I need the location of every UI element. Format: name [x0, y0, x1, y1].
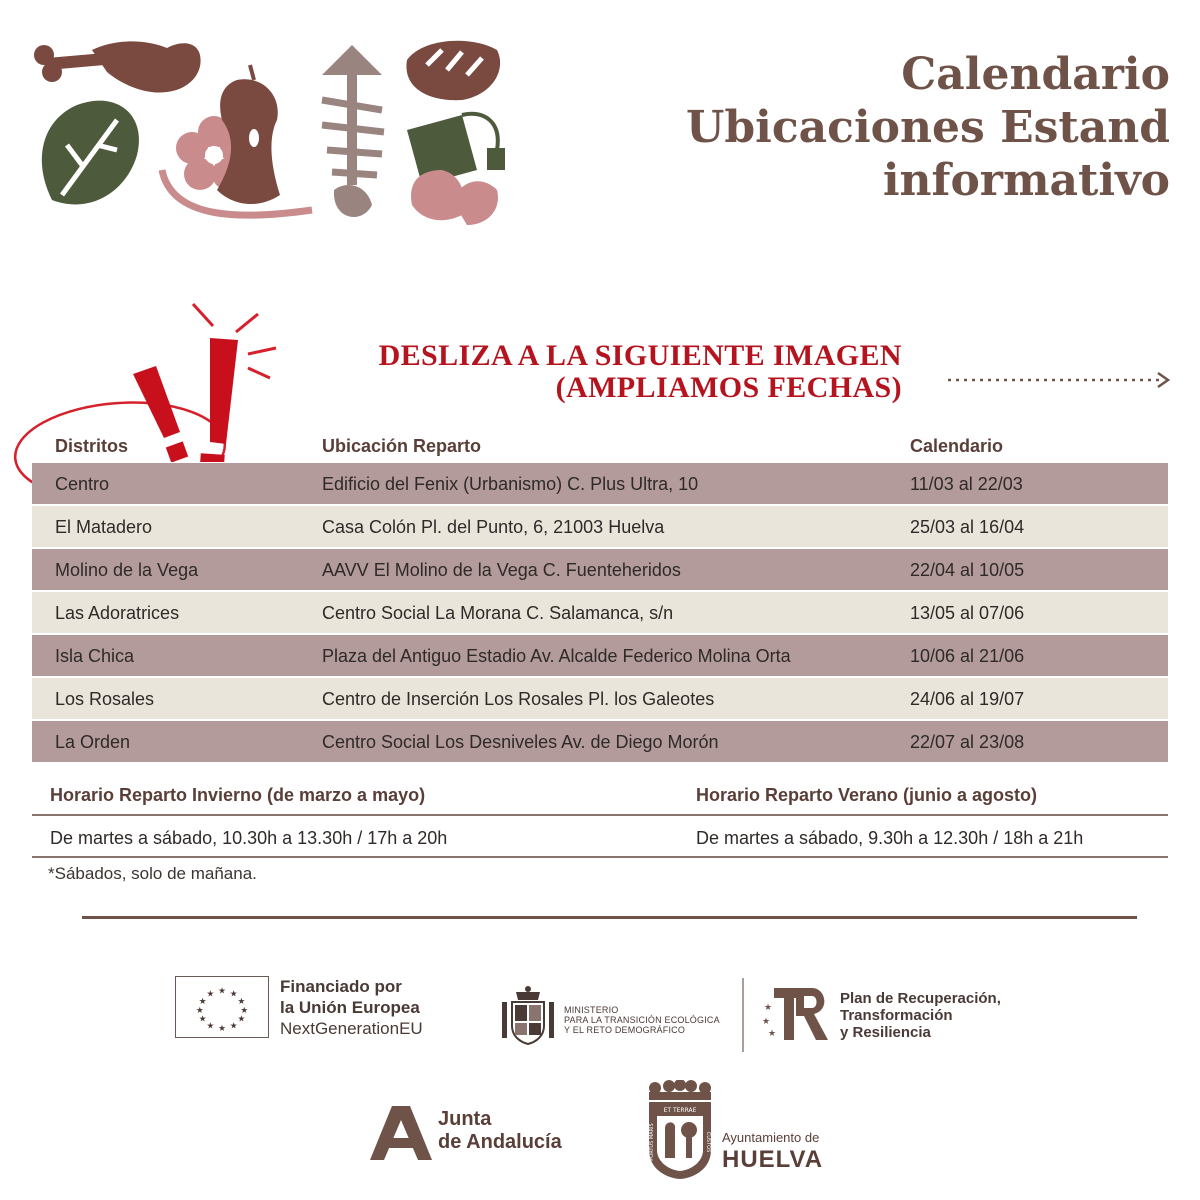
- cell-calendario: 10/06 al 21/06: [910, 646, 1025, 666]
- table-row: [32, 677, 1168, 720]
- schedule-section: [32, 782, 1168, 858]
- ministerio-text: [564, 1005, 720, 1035]
- spain-coat-of-arms-icon: [500, 984, 556, 1046]
- eu-funding-text: [280, 976, 423, 1039]
- food-waste-illustration-icon: [22, 20, 512, 230]
- prtr-line: Transformación: [840, 1007, 953, 1024]
- cell-distrito: Centro: [55, 474, 110, 494]
- ministerio-line: MINISTERIO: [564, 1005, 619, 1015]
- crest-text: ET TERRAE: [663, 1107, 697, 1114]
- cell-distrito: Isla Chica: [55, 646, 135, 666]
- footnote: *Sábados, solo de mañana.: [48, 864, 257, 883]
- summer-hours: De martes a sábado, 9.30h a 12.30h / 18h a 21h: [696, 828, 1084, 848]
- table-row: [32, 591, 1168, 634]
- cell-calendario: 13/05 al 07/06: [910, 603, 1025, 623]
- header-calendario: Calendario: [910, 436, 1004, 456]
- junta-andalucia-logo-icon: [370, 1104, 432, 1160]
- cell-distrito: El Matadero: [55, 517, 153, 537]
- dotted-arrow-right-icon: [946, 370, 1176, 390]
- eu-line: Financiado por: [280, 977, 402, 996]
- cell-ubicacion: AAVV El Molino de la Vega C. Fuenteheridos: [322, 560, 681, 580]
- table-row: [32, 634, 1168, 677]
- svg-text:★: ★: [206, 1021, 215, 1032]
- svg-text:★: ★: [206, 989, 215, 1000]
- header-ubicacion: Ubicación Reparto: [322, 436, 482, 456]
- title-line: Ubicaciones Estand: [686, 102, 1170, 153]
- eu-line: la Unión Europea: [280, 998, 420, 1017]
- winter-title: Horario Reparto Invierno (de marzo a mayo): [50, 785, 426, 805]
- cell-calendario: 22/04 al 10/05: [910, 560, 1025, 580]
- huelva-crest-icon: [645, 1080, 715, 1180]
- schedule-row: [32, 816, 1168, 858]
- eu-line: NextGenerationEU: [280, 1019, 423, 1038]
- cell-calendario: 22/07 al 23/08: [910, 732, 1025, 752]
- huelva-small-text: Ayuntamiento de: [722, 1130, 820, 1145]
- divider: [82, 916, 1137, 919]
- page-title: [470, 48, 1170, 207]
- ministerio-line: Y EL RETO DEMOGRÁFICO: [564, 1025, 686, 1035]
- junta-line: Junta: [438, 1108, 492, 1130]
- title-line: Calendario: [901, 49, 1170, 100]
- schedule-header: [32, 782, 1168, 816]
- table-row: [32, 548, 1168, 591]
- svg-text:★: ★: [237, 997, 246, 1008]
- cell-calendario: 11/03 al 22/03: [910, 474, 1023, 494]
- notice-line: (AMPLIAMOS FECHAS): [555, 371, 902, 404]
- svg-text:★: ★: [195, 1005, 204, 1016]
- crest-text: CUSTOS: [705, 1131, 711, 1153]
- distribution-table: [32, 430, 1168, 763]
- winter-hours: De martes a sábado, 10.30h a 13.30h / 17h a 20h: [50, 828, 448, 848]
- cell-calendario: 25/03 al 16/04: [910, 517, 1025, 537]
- cell-ubicacion: Plaza del Antiguo Estadio Av. Alcalde Federico Molina Orta: [322, 646, 791, 666]
- table-row: [32, 720, 1168, 763]
- ministerio-line: PARA LA TRANSICIÓN ECOLÓGICA: [564, 1015, 720, 1025]
- table-row: [32, 462, 1168, 505]
- cell-calendario: 24/06 al 19/07: [910, 689, 1025, 709]
- logo-separator: [742, 978, 744, 1052]
- table-header: [32, 430, 1168, 462]
- cell-distrito: Las Adoratrices: [55, 603, 180, 623]
- svg-text:★: ★: [198, 1014, 207, 1025]
- table-row: [32, 505, 1168, 548]
- prtr-line: Plan de Recuperación,: [840, 990, 1001, 1007]
- junta-text: [438, 1108, 562, 1154]
- svg-text:★: ★: [762, 1017, 771, 1027]
- svg-text:★: ★: [218, 1024, 226, 1035]
- cell-ubicacion: Casa Colón Pl. del Punto, 6, 21003 Huelva: [322, 517, 665, 537]
- title-line: informativo: [882, 155, 1170, 206]
- cell-ubicacion: Centro de Inserción Los Rosales Pl. los Galeotes: [322, 689, 715, 709]
- svg-text:★: ★: [218, 986, 226, 997]
- cell-ubicacion: Centro Social Los Desniveles Av. de Diego Morón: [322, 732, 719, 752]
- huelva-big-text: HUELVA: [722, 1146, 824, 1173]
- svg-text:★: ★: [229, 989, 238, 1000]
- cell-distrito: Los Rosales: [55, 689, 155, 709]
- notice-line: DESLIZA A LA SIGUIENTE IMAGEN: [378, 339, 902, 372]
- cell-distrito: La Orden: [55, 732, 131, 752]
- prtr-logo-icon: [760, 984, 832, 1044]
- cell-distrito: Molino de la Vega: [55, 560, 199, 580]
- prtr-line: y Resiliencia: [840, 1024, 931, 1041]
- svg-text:★: ★: [198, 997, 207, 1008]
- junta-line: de Andalucía: [438, 1131, 562, 1153]
- svg-text:★: ★: [768, 1029, 777, 1039]
- svg-text:★: ★: [229, 1021, 238, 1032]
- cell-ubicacion: Edificio del Fenix (Urbanismo) C. Plus Ultra, 10: [322, 474, 699, 494]
- cell-ubicacion: Centro Social La Morana C. Salamanca, s/n: [322, 603, 674, 623]
- prtr-text: [840, 990, 1001, 1041]
- crest-text: PORTUS MARIS: [649, 1123, 655, 1161]
- eu-flag-icon: [175, 976, 269, 1038]
- svg-text:★: ★: [237, 1014, 246, 1025]
- slide-notice: [300, 340, 902, 404]
- header-distritos: Distritos: [55, 436, 129, 456]
- svg-text:★: ★: [240, 1005, 249, 1016]
- svg-text:★: ★: [764, 1003, 773, 1013]
- summer-title: Horario Reparto Verano (junio a agosto): [696, 785, 1038, 805]
